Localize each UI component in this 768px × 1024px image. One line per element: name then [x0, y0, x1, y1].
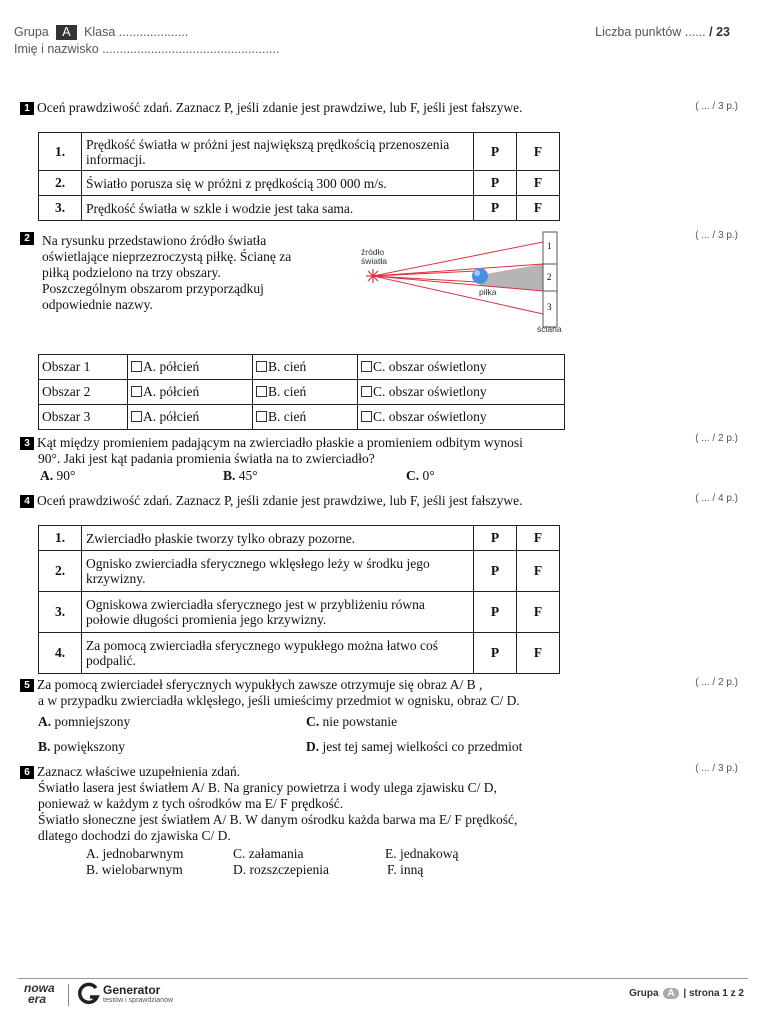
- wall-label: ściana: [537, 324, 562, 334]
- generator-logo-icon: [77, 982, 101, 1006]
- table-row: [39, 133, 560, 171]
- page-number: | strona 1 z 2: [683, 988, 744, 999]
- q6-option-a[interactable]: A. jednobarwnym: [86, 846, 184, 861]
- area-label: Obszar 2: [39, 380, 128, 405]
- q2-line: piłką podzielono na trzy obszary.: [42, 265, 221, 280]
- option-c[interactable]: C. obszar oświetlony: [358, 405, 565, 430]
- checkbox[interactable]: [256, 386, 267, 397]
- zone-3-label: 3: [547, 302, 552, 312]
- true-option[interactable]: P: [474, 196, 517, 221]
- q2-points: ( ... / 3 p.): [695, 230, 738, 241]
- q5-option-a[interactable]: A. pomniejszony: [38, 714, 131, 729]
- table-row: [39, 592, 560, 633]
- checkbox[interactable]: [131, 386, 142, 397]
- true-option[interactable]: P: [474, 526, 517, 551]
- checkbox[interactable]: [361, 386, 372, 397]
- zone-2-label: 2: [547, 272, 552, 282]
- table-row: [39, 405, 565, 430]
- q6-option-f[interactable]: F. inną: [387, 862, 424, 877]
- q2-text: [42, 233, 291, 313]
- group-label: Grupa: [14, 25, 49, 39]
- false-option[interactable]: F: [517, 526, 560, 551]
- row-number: 1.: [39, 133, 82, 171]
- option-a[interactable]: A. półcień: [128, 355, 253, 380]
- q2-line: odpowiednie nazwy.: [42, 297, 153, 312]
- row-number: 2.: [39, 551, 82, 592]
- area-label: Obszar 3: [39, 405, 128, 430]
- option-b[interactable]: B. cień: [253, 405, 358, 430]
- checkbox[interactable]: [256, 411, 267, 422]
- q6-line: Światło słoneczne jest światłem A/ B. W danym ośrodku każda barwa ma E/ F prędkość,: [38, 812, 518, 827]
- q4-table: [38, 525, 560, 674]
- true-option[interactable]: P: [474, 551, 517, 592]
- header-line1: [14, 25, 188, 40]
- q6-option-c[interactable]: C. załamania: [233, 846, 304, 861]
- q6-option-e[interactable]: E. jednakową: [385, 846, 459, 861]
- q6-line: Światło lasera jest światłem A/ B. Na granicy powietrza i wody ulega zjawisku C/ D,: [38, 780, 497, 795]
- name-field: Imię i nazwisko ...................................................: [14, 42, 280, 56]
- true-option[interactable]: P: [474, 171, 517, 196]
- false-option[interactable]: F: [517, 196, 560, 221]
- statement: Ogniskowa zwierciadła sferycznego jest w przybliżeniu równa połowie długości promienia jego krzywizny.: [82, 592, 474, 633]
- row-number: 2.: [39, 171, 82, 196]
- q4-points: ( ... / 4 p.): [695, 493, 738, 504]
- q5-question: [20, 677, 520, 709]
- option-a[interactable]: A. półcień: [128, 380, 253, 405]
- checkbox[interactable]: [361, 411, 372, 422]
- statement: Prędkość światła w próżni jest największą prędkością przenoszenia informacji.: [82, 133, 474, 171]
- q3-line1: Kąt między promieniem padającym na zwierciadło płaskie a promieniem odbitym wynosi: [37, 435, 523, 450]
- q3-question: [20, 435, 523, 467]
- q5-option-b[interactable]: B. powiększony: [38, 739, 126, 754]
- q6-points: ( ... / 3 p.): [695, 763, 738, 774]
- q1-points: ( ... / 3 p.): [695, 101, 738, 112]
- false-option[interactable]: F: [517, 633, 560, 674]
- q1-instruction: [20, 100, 523, 116]
- ball-icon: [472, 268, 488, 284]
- page-info: Grupa A | strona 1 z 2: [629, 988, 744, 999]
- q6-number: 6: [20, 766, 34, 779]
- table-row: [39, 526, 560, 551]
- q3-line2: 90°. Jaki jest kąt padania promienia światła na to zwierciadło?: [38, 451, 375, 466]
- q5-line1: Za pomocą zwierciadeł sferycznych wypukłych zawsze otrzymuje się obraz A/ B ,: [37, 677, 483, 692]
- statement: Prędkość światła w szkle i wodzie jest taka sama.: [82, 196, 474, 221]
- true-option[interactable]: P: [474, 133, 517, 171]
- generator-title: Generator: [103, 983, 161, 997]
- option-b[interactable]: B. cień: [253, 380, 358, 405]
- statement: Za pomocą zwierciadła sferycznego wypukłego można łatwo coś podpalić.: [82, 633, 474, 674]
- q6-option-b[interactable]: B. wielobarwnym: [86, 862, 183, 877]
- option-c[interactable]: C. obszar oświetlony: [358, 380, 565, 405]
- nowa-era-logo: nowa era: [24, 981, 55, 1006]
- points-label: Liczba punktów ......: [595, 25, 706, 39]
- q2-table: [38, 354, 565, 430]
- ball-label: piłka: [479, 287, 497, 297]
- option-b[interactable]: B. cień: [253, 355, 358, 380]
- q3-option-b[interactable]: B. 45°: [223, 468, 258, 483]
- q2-line: oświetlające nieprzezroczystą piłkę. Ścianę za: [42, 249, 292, 264]
- q2-line: Poszczególnym obszarom przyporządkuj: [42, 281, 264, 296]
- q5-number: 5: [20, 679, 34, 692]
- table-row: [39, 633, 560, 674]
- footer-group-badge: A: [663, 988, 678, 999]
- checkbox[interactable]: [131, 411, 142, 422]
- q6-line: dlatego dochodzi do zjawiska C/ D.: [38, 828, 231, 843]
- false-option[interactable]: F: [517, 171, 560, 196]
- q5-option-c[interactable]: C. nie powstanie: [306, 714, 398, 729]
- false-option[interactable]: F: [517, 551, 560, 592]
- q4-number: 4: [20, 495, 34, 508]
- true-option[interactable]: P: [474, 633, 517, 674]
- zone-1-label: 1: [547, 241, 552, 251]
- option-c[interactable]: C. obszar oświetlony: [358, 355, 565, 380]
- points-total: / 23: [709, 25, 730, 39]
- q3-points: ( ... / 2 p.): [695, 433, 738, 444]
- q1-table: [38, 132, 560, 221]
- statement: Światło porusza się w próżni z prędkością 300 000 m/s.: [82, 171, 474, 196]
- area-label: Obszar 1: [39, 355, 128, 380]
- footer-divider: [18, 978, 748, 979]
- table-row: [39, 551, 560, 592]
- q1-text: Oceń prawdziwość zdań. Zaznacz P, jeśli zdanie jest prawdziwe, lub F, jeśli jest fałszywe.: [37, 100, 523, 115]
- q6-option-d[interactable]: D. rozszczepienia: [233, 862, 329, 877]
- q3-number: 3: [20, 437, 34, 450]
- q4-text: Oceń prawdziwość zdań. Zaznacz P, jeśli zdanie jest prawdziwe, lub F, jeśli jest fałszywe.: [37, 493, 523, 508]
- statement: Ognisko zwierciadła sferycznego wklęsłego leży w środku jego krzywizny.: [82, 551, 474, 592]
- table-row: [39, 380, 565, 405]
- checkbox[interactable]: [361, 361, 372, 372]
- row-number: 4.: [39, 633, 82, 674]
- table-row: [39, 171, 560, 196]
- q3-option-a[interactable]: A. 90°: [40, 468, 76, 483]
- q2-number: 2: [20, 232, 34, 245]
- row-number: 1.: [39, 526, 82, 551]
- shadow-figure: [355, 228, 570, 336]
- table-row: [39, 196, 560, 221]
- q6-line: Zaznacz właściwe uzupełnienia zdań.: [37, 764, 241, 779]
- row-number: 3.: [39, 196, 82, 221]
- false-option[interactable]: F: [517, 592, 560, 633]
- checkbox[interactable]: [256, 361, 267, 372]
- source-label-2: światła: [361, 256, 387, 266]
- points-summary: [595, 25, 730, 39]
- q5-option-d[interactable]: D. jest tej samej wielkości co przedmiot: [306, 739, 523, 754]
- option-a[interactable]: A. półcień: [128, 405, 253, 430]
- row-number: 3.: [39, 592, 82, 633]
- q2-line: Na rysunku przedstawiono źródło światła: [42, 233, 267, 248]
- light-source-icon: [366, 269, 380, 283]
- true-option[interactable]: P: [474, 592, 517, 633]
- generator-subtitle: testów i sprawdzianów: [103, 997, 174, 1004]
- q3-option-c[interactable]: C. 0°: [406, 468, 435, 483]
- q1-number: 1: [20, 102, 34, 115]
- source-label-1: źródło: [361, 247, 385, 257]
- q6-line: ponieważ w każdym z tych ośrodków ma E/ F prędkość.: [38, 796, 344, 811]
- q6-question: [20, 764, 517, 844]
- statement: Zwierciadło płaskie tworzy tylko obrazy pozorne.: [82, 526, 474, 551]
- q5-points: ( ... / 2 p.): [695, 677, 738, 688]
- false-option[interactable]: F: [517, 133, 560, 171]
- q5-line2: a w przypadku zwierciadła wklęsłego, jeśli umieścimy przedmiot w ognisku, obraz C/ D.: [38, 693, 520, 708]
- class-field: Klasa ....................: [84, 25, 189, 39]
- checkbox[interactable]: [131, 361, 142, 372]
- group-badge: A: [56, 25, 76, 40]
- table-row: [39, 355, 565, 380]
- q4-instruction: [20, 493, 523, 509]
